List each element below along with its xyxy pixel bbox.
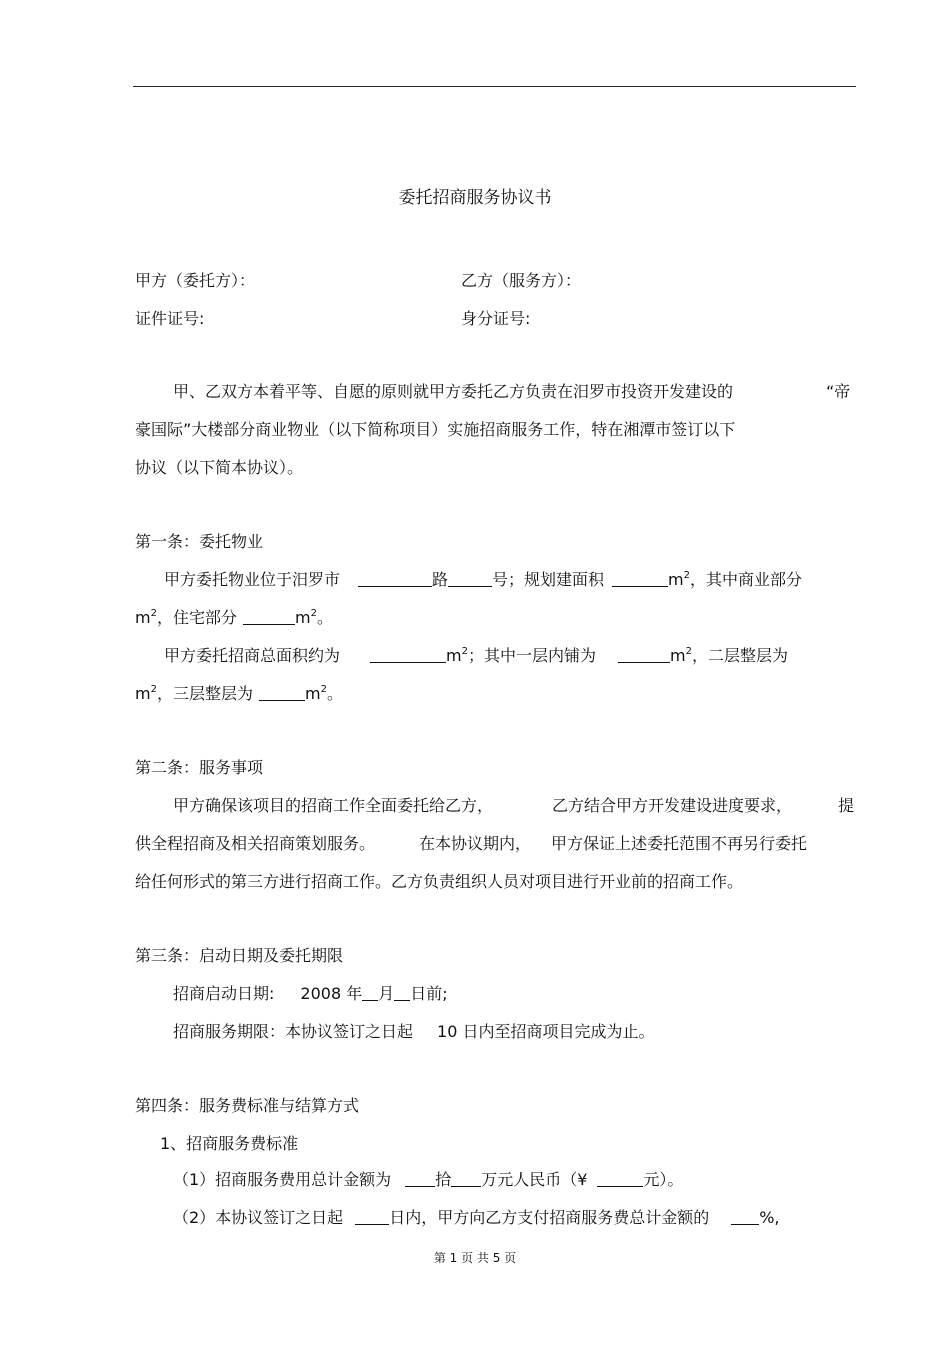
term-line bbox=[173, 1022, 654, 1042]
article-2-line-3: 给任何形式的第三方进行招商工作。乙方负责组织人员对项目进行开业前的招商工作。 bbox=[135, 872, 744, 891]
blank-road bbox=[358, 570, 432, 587]
text: ；其中一层内铺为 bbox=[467, 646, 596, 665]
text: m bbox=[668, 570, 684, 589]
header-rule bbox=[133, 86, 856, 87]
article-1-line-3 bbox=[164, 646, 788, 666]
preamble-line-1-end: “帝 bbox=[826, 382, 851, 401]
text: m bbox=[304, 684, 321, 703]
text: 路 bbox=[432, 570, 449, 589]
blank-days bbox=[355, 1208, 389, 1225]
blank-month bbox=[362, 984, 378, 1001]
superscript: 2 bbox=[461, 646, 468, 657]
text: （2）本协议签订之日起 bbox=[173, 1208, 344, 1227]
article-2-line-1a: 甲方确保该项目的招商工作全面委托给乙方， bbox=[173, 796, 494, 815]
article-2-heading: 第二条：服务事项 bbox=[135, 758, 264, 777]
article-2-line-2b: 在本协议期内， bbox=[419, 834, 532, 853]
text: 号；规划建面积 bbox=[492, 570, 605, 589]
text: 甲方委托物业位于汨罗市 bbox=[164, 570, 341, 589]
party-b-id-label: 身分证号: bbox=[461, 309, 531, 328]
blank-day bbox=[394, 984, 410, 1001]
text: %, bbox=[759, 1208, 780, 1227]
blank-floor-1 bbox=[618, 646, 670, 663]
text: m bbox=[135, 608, 151, 627]
page-footer: 第 1 页 共 5 页 bbox=[433, 1251, 517, 1265]
text: 甲方委托招商总面积约为 bbox=[164, 646, 341, 665]
article-4-heading: 第四条：服务费标准与结算方式 bbox=[135, 1096, 360, 1115]
blank-number bbox=[448, 570, 492, 587]
text: 元）。 bbox=[643, 1170, 684, 1189]
preamble-text: 甲、乙双方本着平等、自愿的原则就甲方委托乙方负责在汨罗市投资开发建设的 bbox=[173, 382, 734, 401]
text: （1）招商服务费用总计金额为 bbox=[173, 1170, 392, 1189]
fee-item-2 bbox=[173, 1208, 780, 1228]
superscript: 2 bbox=[150, 608, 157, 619]
blank-total-area bbox=[370, 646, 446, 663]
superscript: 2 bbox=[310, 608, 317, 619]
text: ，其中商业部分 bbox=[690, 570, 803, 589]
blank-units bbox=[451, 1170, 481, 1187]
blank-floor-3 bbox=[259, 684, 305, 701]
text: 拾 bbox=[435, 1170, 452, 1189]
superscript: 2 bbox=[683, 570, 691, 581]
party-b-label: 乙方（服务方）： bbox=[461, 271, 582, 290]
preamble-line-3: 协议（以下简本协议）。 bbox=[135, 458, 304, 477]
blank-percent bbox=[731, 1208, 759, 1225]
blank-yuan bbox=[597, 1170, 643, 1187]
article-2-line-2a: 供全程招商及相关招商策划服务。 bbox=[135, 834, 376, 853]
text: m bbox=[135, 684, 151, 703]
superscript: 2 bbox=[320, 684, 327, 695]
blank-area bbox=[612, 570, 668, 587]
text: 日内，甲方向乙方支付招商服务费总计金额的 bbox=[389, 1208, 710, 1227]
article-2-line-1c: 提 bbox=[838, 796, 855, 815]
party-a-id-label: 证件证号: bbox=[135, 309, 205, 328]
text: ，三层整层为 bbox=[156, 684, 253, 703]
article-1-line-2 bbox=[135, 608, 333, 628]
text: 。 bbox=[316, 608, 333, 627]
superscript: 2 bbox=[685, 646, 692, 657]
article-3-heading: 第三条：启动日期及委托期限 bbox=[135, 946, 344, 965]
fee-item-1 bbox=[173, 1170, 683, 1190]
text: 招商服务期限：本协议签订之日起 bbox=[173, 1022, 414, 1041]
text: 10 日内至招商项目完成为止。 bbox=[437, 1022, 655, 1041]
article-1-line-1 bbox=[164, 570, 802, 590]
party-a-label: 甲方（委托方）： bbox=[135, 271, 256, 290]
article-1-heading: 第一条：委托物业 bbox=[135, 532, 264, 551]
text: 招商启动日期: bbox=[173, 984, 275, 1003]
text: 2008 年 bbox=[300, 984, 363, 1003]
document-title: 委托招商服务协议书 bbox=[398, 188, 552, 208]
fee-standard-heading: 1、招商服务费标准 bbox=[160, 1134, 299, 1153]
blank-tens bbox=[405, 1170, 435, 1187]
preamble-line-1 bbox=[173, 382, 733, 402]
text: 万元人民币（¥ bbox=[481, 1170, 588, 1189]
text: m bbox=[446, 646, 462, 665]
text: ，二层整层为 bbox=[691, 646, 788, 665]
superscript: 2 bbox=[150, 684, 157, 695]
start-date-line bbox=[173, 984, 448, 1004]
article-2-line-2c: 甲方保证上述委托范围不再另行委托 bbox=[551, 834, 808, 853]
text: 日前; bbox=[410, 984, 448, 1003]
article-1-line-4 bbox=[135, 684, 343, 704]
article-2-line-1b: 乙方结合甲方开发建设进度要求， bbox=[552, 796, 793, 815]
text: ，住宅部分 bbox=[156, 608, 237, 627]
blank-residential bbox=[243, 608, 295, 625]
text: 月 bbox=[378, 984, 395, 1003]
text: m bbox=[670, 646, 686, 665]
preamble-line-2: 豪国际”大楼部分商业物业（以下简称项目）实施招商服务工作，特在湘潭市签订以下 bbox=[135, 420, 736, 439]
text: m bbox=[294, 608, 311, 627]
text: 。 bbox=[326, 684, 343, 703]
